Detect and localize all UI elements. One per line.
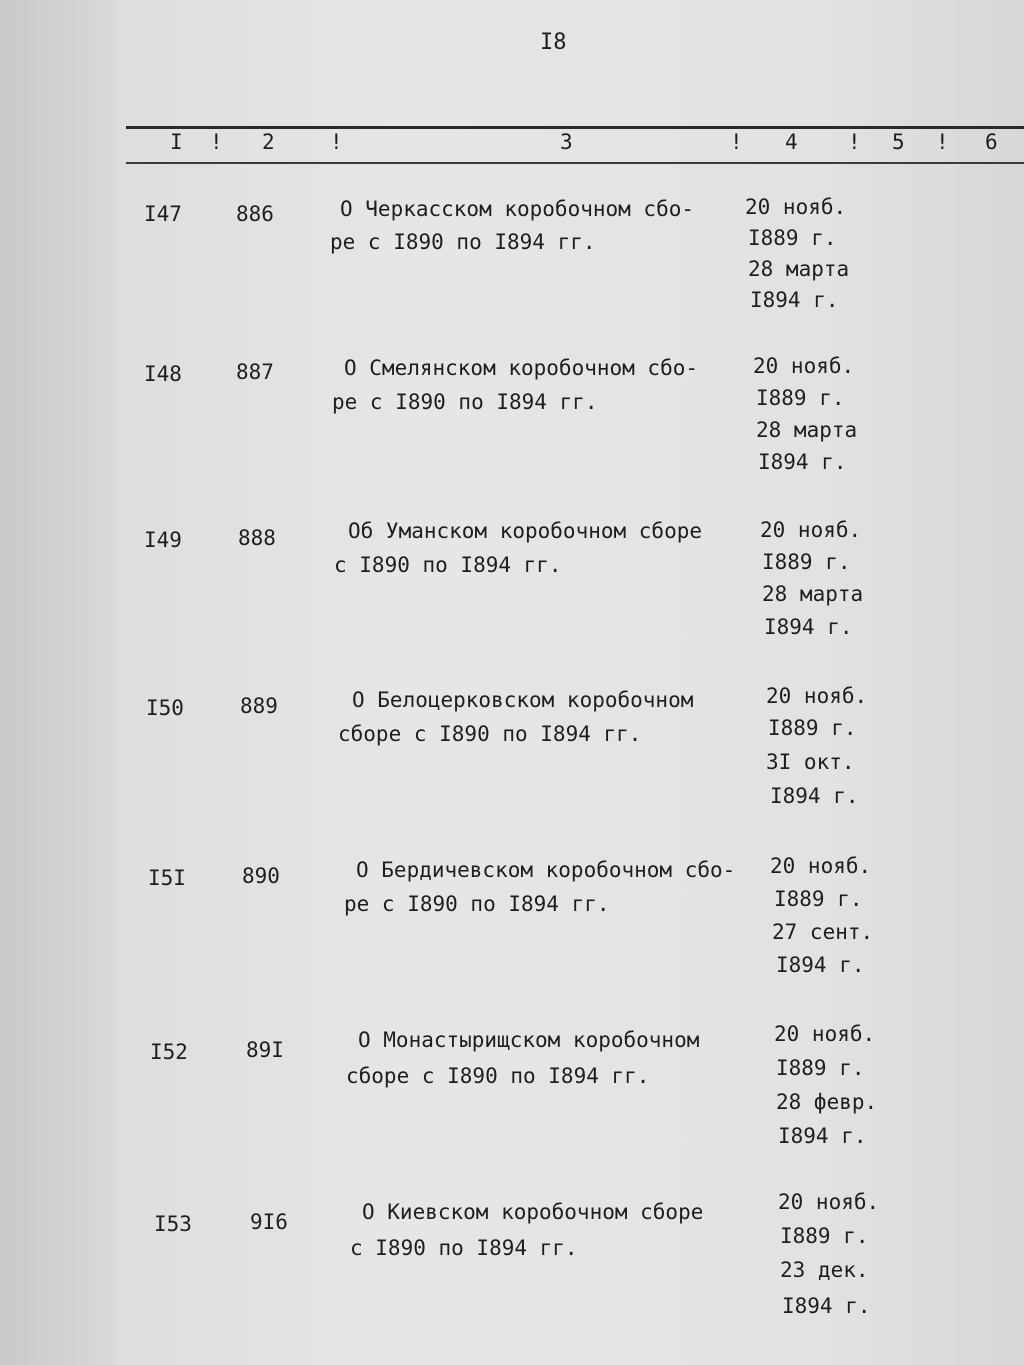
header-col-5: 5: [892, 130, 905, 154]
date-line: 20 нояб.: [770, 854, 872, 878]
date-line: 20 нояб.: [778, 1190, 880, 1214]
file-number: 889: [240, 694, 278, 718]
description-line: сборе с I890 по I894 гг.: [346, 1064, 650, 1088]
header-bottom-rule: [126, 162, 1024, 164]
date-line: I889 г.: [756, 386, 845, 410]
date-line: I894 г.: [778, 1124, 867, 1148]
underlying-page-edge: [0, 0, 118, 1365]
header-col-6: 6: [985, 130, 998, 154]
date-line: I894 г.: [764, 615, 853, 639]
description-line: О Белоцерковском коробочном: [352, 688, 694, 712]
date-line: I894 г.: [776, 953, 865, 977]
date-line: I889 г.: [762, 550, 851, 574]
file-number: 89I: [246, 1038, 284, 1062]
date-line: I889 г.: [774, 887, 863, 911]
header-sep-3: !: [730, 130, 743, 154]
row-number: I5I: [148, 866, 186, 890]
description-line: с I890 по I894 гг.: [334, 553, 562, 577]
date-line: 28 марта: [756, 418, 858, 442]
date-line: I889 г.: [748, 226, 837, 250]
header-sep-2: !: [330, 130, 343, 154]
row-number: I49: [144, 528, 182, 552]
description-line: О Черкасском коробочном сбо-: [340, 197, 695, 221]
date-line: 28 марта: [748, 257, 850, 281]
row-number: I52: [150, 1040, 188, 1064]
description-line: О Монастырищском коробочном: [358, 1028, 700, 1052]
description-line: О Киевском коробочном сборе: [362, 1200, 704, 1224]
description-line: ре с I890 по I894 гг.: [332, 390, 598, 414]
date-line: I894 г.: [758, 450, 847, 474]
date-line: 27 сент.: [772, 920, 874, 944]
date-line: I894 г.: [782, 1294, 871, 1318]
date-line: 28 февр.: [776, 1090, 878, 1114]
date-line: 20 нояб.: [774, 1022, 876, 1046]
date-line: 28 марта: [762, 582, 864, 606]
description-line: сборе с I890 по I894 гг.: [338, 722, 642, 746]
header-col-1: I: [170, 130, 183, 154]
header-sep-4: !: [848, 130, 861, 154]
row-number: I47: [144, 202, 182, 226]
row-number: I53: [154, 1212, 192, 1236]
file-number: 886: [236, 202, 274, 226]
date-line: 20 нояб.: [766, 684, 868, 708]
description-line: с I890 по I894 гг.: [350, 1236, 578, 1260]
header-col-2: 2: [262, 130, 275, 154]
date-line: I894 г.: [750, 288, 839, 312]
header-col-4: 4: [785, 130, 798, 154]
file-number: 887: [236, 360, 274, 384]
file-number: 9I6: [250, 1210, 288, 1234]
file-number: 888: [238, 526, 276, 550]
description-line: ре с I890 по I894 гг.: [330, 230, 596, 254]
date-line: 20 нояб.: [753, 354, 855, 378]
date-line: 3I окт.: [766, 750, 855, 774]
date-line: I889 г.: [768, 716, 857, 740]
header-top-rule: [126, 126, 1024, 129]
row-number: I48: [144, 362, 182, 386]
header-sep-1: !: [210, 130, 223, 154]
description-line: О Смелянском коробочном сбо-: [344, 356, 699, 380]
page-number: I8: [540, 30, 567, 55]
date-line: I894 г.: [770, 784, 859, 808]
row-number: I50: [146, 696, 184, 720]
date-line: 23 дек.: [780, 1258, 869, 1282]
header-sep-5: !: [936, 130, 949, 154]
description-line: ре с I890 по I894 гг.: [344, 892, 610, 916]
date-line: I889 г.: [776, 1056, 865, 1080]
date-line: I889 г.: [780, 1224, 869, 1248]
description-line: О Бердичевском коробочном сбо-: [356, 858, 736, 882]
header-col-3: 3: [560, 130, 573, 154]
date-line: 20 нояб.: [745, 195, 847, 219]
file-number: 890: [242, 864, 280, 888]
description-line: Об Уманском коробочном сборе: [348, 519, 703, 543]
date-line: 20 нояб.: [760, 518, 862, 542]
